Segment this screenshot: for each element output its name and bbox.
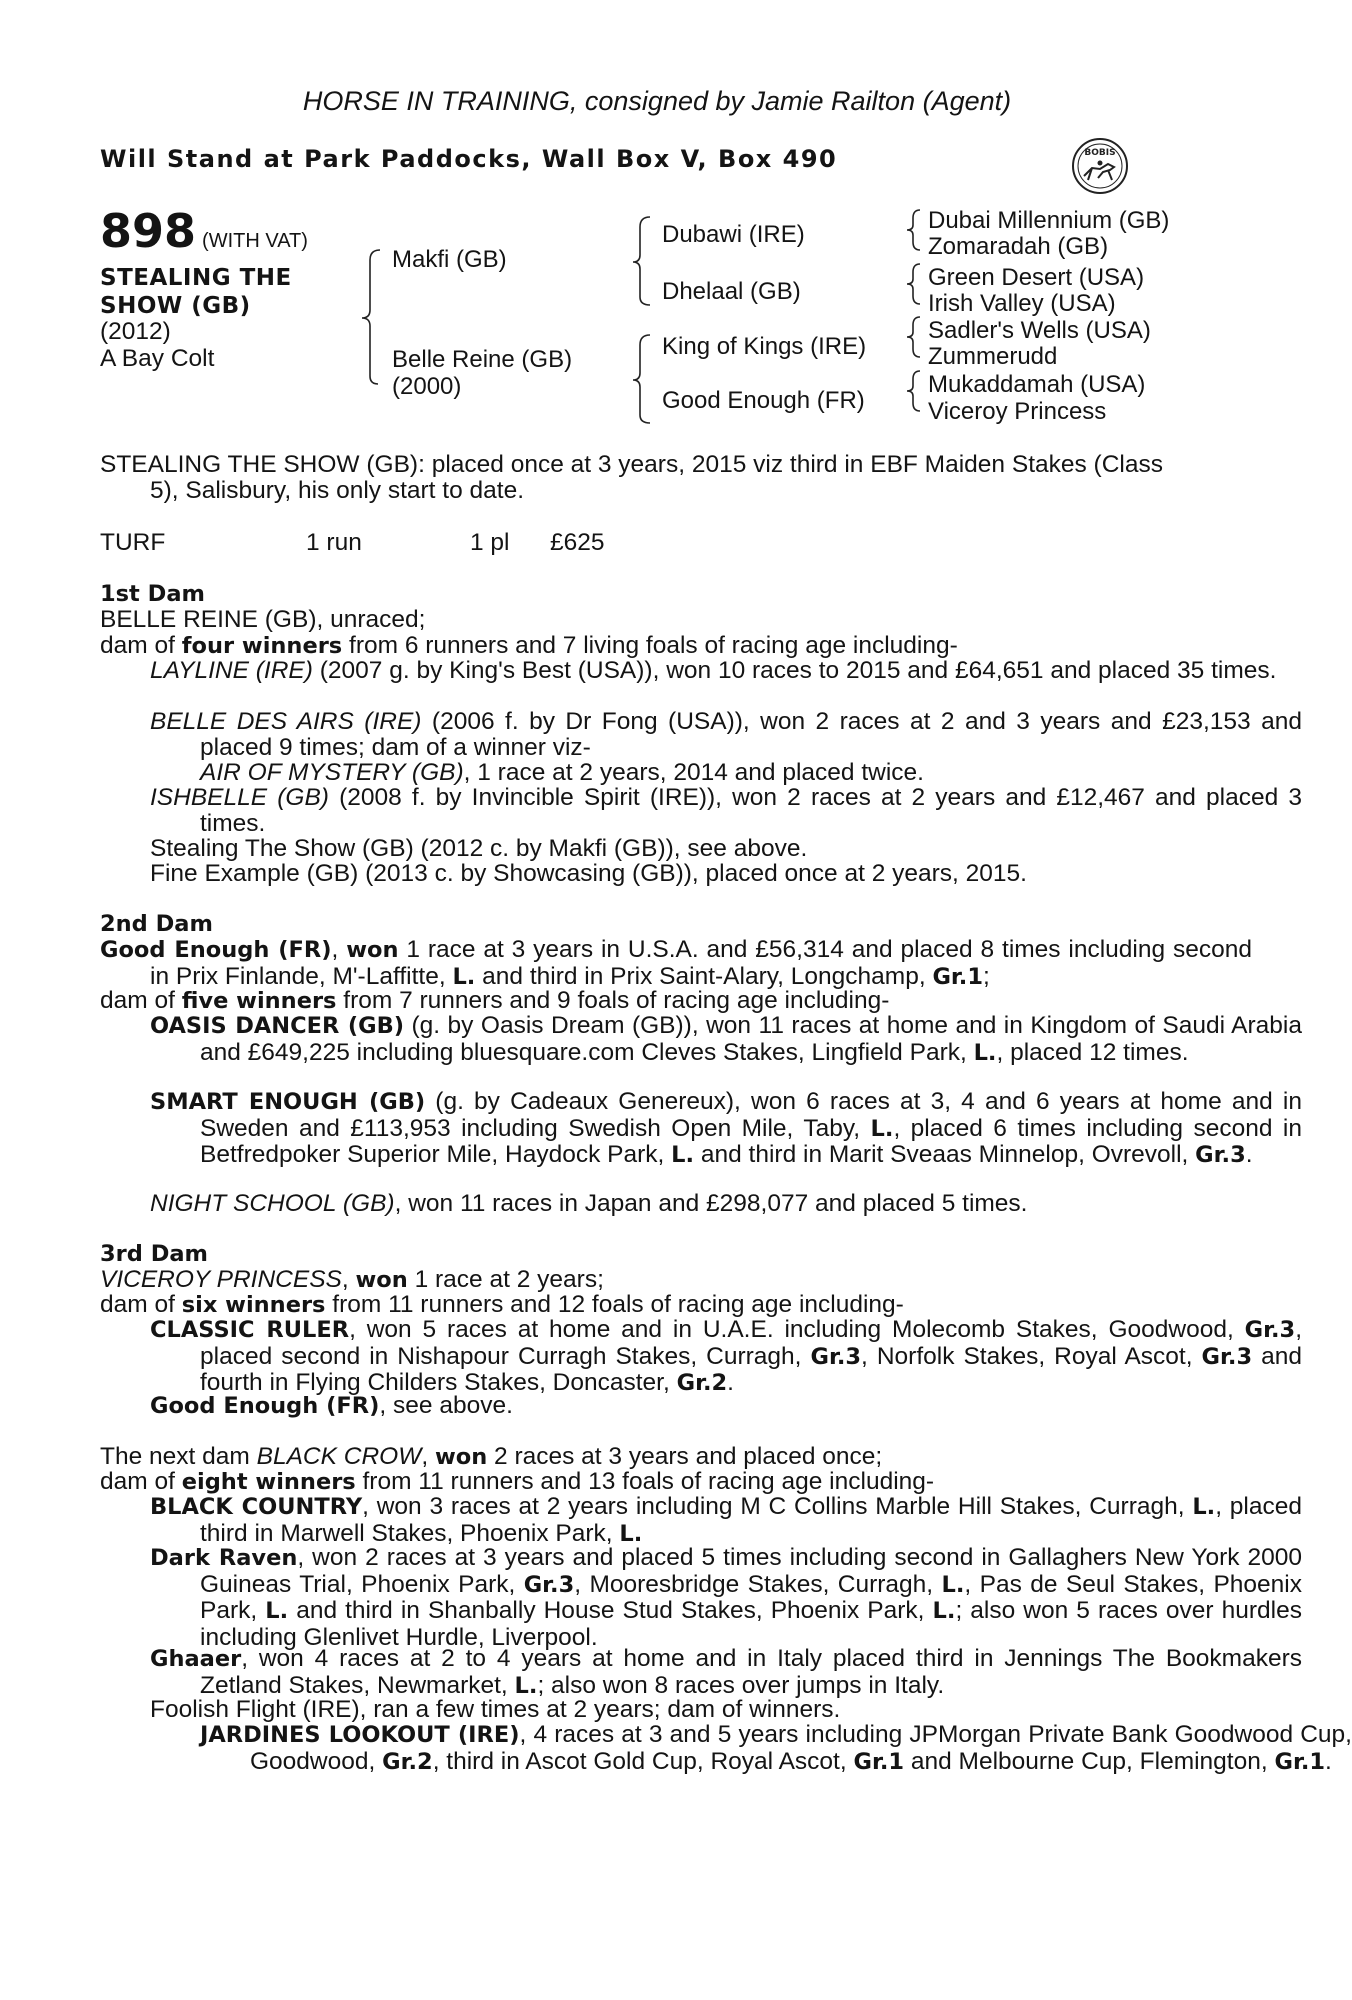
dam1-line1: BELLE REINE (GB), unraced;	[100, 606, 426, 633]
nextdam-offspring-4: Foolish Flight (IRE), ran a few times at 2 years; dam of winners.	[150, 1696, 841, 1723]
pedigree-g7: Mukaddamah (USA)	[928, 371, 1146, 398]
page-title: HORSE IN TRAINING, consigned by Jamie Railton (Agent)	[302, 86, 1012, 116]
dam1-heading: 1st Dam	[100, 581, 205, 607]
dam2-offspring-3: NIGHT SCHOOL (GB), won 11 races in Japan and £298,077 and placed 5 times.	[150, 1190, 1028, 1217]
dam1-offspring-3: ISHBELLE (GB) (2008 f. by Invincible Spirit (IRE)), won 2 races at 2 years and £12,467 and placed 3 times.	[150, 784, 1302, 837]
pedigree-g1: Dubai Millennium (GB)	[928, 207, 1170, 234]
dam2-line1: Good Enough (FR), won 1 race at 3 years in U.S.A. and £56,314 and placed 8 times including second in Prix Finlande, M'-Laffitte, L. and third in Prix Saint-Alary, Longchamp, Gr.1;	[100, 936, 1253, 990]
dam3-heading: 3rd Dam	[100, 1241, 208, 1267]
pedigree-sire: Makfi (GB)	[392, 246, 507, 273]
nextdam-offspring-4-foal: JARDINES LOOKOUT (IRE), 4 races at 3 and 5 years including JPMorgan Private Bank Goodwood Cup, Goodwood, Gr.2, third in Ascot Gold Cup, Royal Ascot, Gr.1 and Melbourne Cup, Flemington, Gr.1.	[200, 1721, 1352, 1775]
stand-location: Will Stand at Park Paddocks, Wall Box V, Box 490	[100, 145, 838, 173]
dam1-offspring-2-foal: AIR OF MYSTERY (GB), 1 race at 2 years, 2014 and placed twice.	[200, 759, 924, 786]
horse-name-line1: STEALING THE	[100, 265, 292, 291]
summary-line2: 5), Salisbury, his only start to date.	[150, 477, 525, 504]
dam1-offspring-2: BELLE DES AIRS (IRE) (2006 f. by Dr Fong (USA)), won 2 races at 2 and 3 years and £23,153 and placed 9 times; dam of a winner viz-	[150, 708, 1302, 761]
horse-description: A Bay Colt	[100, 345, 215, 372]
pedigree-dam-sire: King of Kings (IRE)	[662, 333, 867, 360]
dam1-line2: dam of four winners from 6 runners and 7 living foals of racing age including-	[100, 632, 958, 659]
lot-vat: (WITH VAT)	[202, 230, 308, 252]
dam3-offspring-2: Good Enough (FR), see above.	[150, 1392, 513, 1419]
dam3-line1: VICEROY PRINCESS, won 1 race at 2 years;	[100, 1266, 604, 1293]
dam2-offspring-1: OASIS DANCER (GB) (g. by Oasis Dream (GB)), won 11 races at home and in Kingdom of Saudi Arabia and £649,225 including bluesquare.com Cleves Stakes, Lingfield Park, L., placed 12 times.	[150, 1012, 1302, 1066]
nextdam-offspring-1: BLACK COUNTRY, won 3 races at 2 years including M C Collins Marble Hill Stakes, Curragh, L., placed third in Marwell Stakes, Phoenix Park, L.	[150, 1493, 1302, 1547]
pedigree-g3: Green Desert (USA)	[928, 264, 1145, 291]
dam2-offspring-2: SMART ENOUGH (GB) (g. by Cadeaux Genereux), won 6 races at 3, 4 and 6 years at home and in Sweden and £113,953 including Swedish Open Mile, Taby, L., placed 6 times including second in Betfredpoker Superior Mile, Haydock Park, L. and third in Marit Sveaas Minnelop, Ovrevoll, Gr.3.	[150, 1088, 1302, 1168]
pedigree-dam-dam: Good Enough (FR)	[662, 387, 865, 414]
record-prize: £625	[550, 529, 605, 556]
dam1-offspring-5: Fine Example (GB) (2013 c. by Showcasing (GB)), placed once at 2 years, 2015.	[150, 860, 1027, 887]
dam3-line2: dam of six winners from 11 runners and 12 foals of racing age including-	[100, 1291, 904, 1318]
record-placed: 1 pl	[470, 529, 510, 556]
record-runs: 1 run	[306, 529, 362, 556]
dam3-offspring-1: CLASSIC RULER, won 5 races at home and in U.A.E. including Molecomb Stakes, Goodwood, Gr.3, placed second in Nishapour Curragh Stakes, Curragh, Gr.3, Norfolk Stakes, Royal Ascot, Gr.3 and fourth in Flying Childers Stakes, Doncaster, Gr.2.	[150, 1316, 1302, 1396]
nextdam-offspring-3: Ghaaer, won 4 races at 2 to 4 years at home and in Italy placed third in Jennings The Bookmakers Zetland Stakes, Newmarket, L.; also won 8 races over jumps in Italy.	[150, 1645, 1302, 1699]
pedigree-g4: Irish Valley (USA)	[928, 290, 1116, 317]
pedigree-g2: Zomaradah (GB)	[928, 233, 1109, 260]
pedigree-g8: Viceroy Princess	[928, 398, 1107, 425]
nextdam-offspring-2: Dark Raven, won 2 races at 3 years and placed 5 times including second in Gallaghers New York 2000 Guineas Trial, Phoenix Park, Gr.3, Mooresbridge Stakes, Curragh, L., Pas de Seul Stakes, Phoenix Park, L. and third in Shanbally House Stud Stakes, Phoenix Park, L.; also won 5 races over hurdles including Glenlivet Hurdle, Liverpool.	[150, 1544, 1303, 1651]
summary-line1: STEALING THE SHOW (GB): placed once at 3 years, 2015 viz third in EBF Maiden Stakes (Class	[100, 451, 1163, 478]
horse-year: (2012)	[100, 318, 171, 345]
record-surface: TURF	[100, 529, 166, 556]
lot-number: 898	[100, 204, 197, 258]
pedigree-dam: Belle Reine (GB)	[392, 346, 573, 373]
horse-name-line2: SHOW (GB)	[100, 293, 251, 319]
nextdam-line2: dam of eight winners from 11 runners and 13 foals of racing age including-	[100, 1468, 935, 1495]
logo-text: BOBIS	[1084, 148, 1116, 158]
dam2-line2: dam of five winners from 7 runners and 9 foals of racing age including-	[100, 987, 890, 1014]
nextdam-line1: The next dam BLACK CROW, won 2 races at 3 years and placed once;	[100, 1443, 883, 1470]
pedigree-sire-sire: Dubawi (IRE)	[662, 221, 805, 248]
pedigree-g6: Zummerudd	[928, 343, 1058, 370]
dam1-offspring-4: Stealing The Show (GB) (2012 c. by Makfi (GB)), see above.	[150, 835, 808, 862]
pedigree-dam-year: (2000)	[392, 373, 462, 400]
dam2-heading: 2nd Dam	[100, 911, 213, 937]
dam1-offspring-1: LAYLINE (IRE) (2007 g. by King's Best (USA)), won 10 races to 2015 and £64,651 and placed 35 times.	[150, 657, 1277, 684]
pedigree-sire-dam: Dhelaal (GB)	[662, 278, 801, 305]
pedigree-g5: Sadler's Wells (USA)	[928, 317, 1151, 344]
